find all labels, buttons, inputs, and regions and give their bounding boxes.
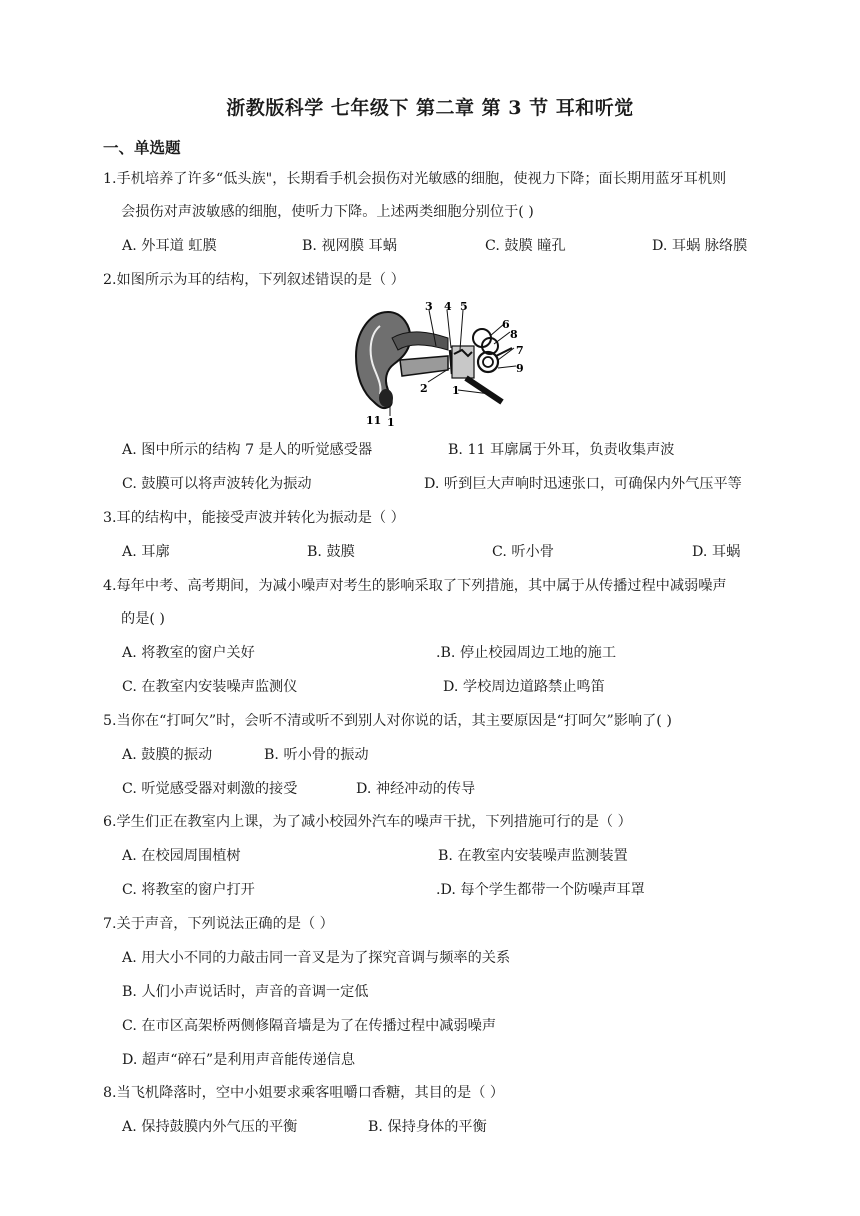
option-d: .D. 每个学生都带一个防噪声耳罩	[436, 882, 645, 898]
option-a: A. 图中所示的结构 7 是人的听觉感受器	[122, 442, 373, 458]
option-a: A. 鼓膜的振动	[122, 747, 213, 763]
leader-line	[460, 310, 463, 350]
leader-line	[498, 366, 516, 368]
option-a: A. 保持鼓膜内外气压的平衡	[122, 1119, 298, 1135]
option-d: D. 学校周边道路禁止鸣笛	[443, 679, 605, 695]
question-2-stem	[103, 264, 763, 297]
option-b: .B. 停止校园周边工地的施工	[436, 645, 617, 661]
temporal-bone-shape	[392, 332, 448, 350]
figure-label: 4	[444, 300, 452, 313]
option-d: D. 听到巨大声响时迅速张口，可确保内外气压平等	[424, 476, 742, 492]
option-d: D. 耳蜗 脉络膜	[652, 238, 748, 254]
section-heading: 一、单选题	[103, 138, 181, 157]
option-c: C. 听觉感受器对刺激的接受	[122, 781, 298, 797]
option-c: C. 鼓膜 瞳孔	[485, 238, 566, 254]
option-c: C. 在市区高架桥两侧修隔音墙是为了在传播过程中减弱噪声	[122, 1018, 497, 1034]
option-a: A. 将教室的窗户关好	[122, 645, 255, 661]
option-b: B. 鼓膜	[307, 544, 355, 560]
option-a: A. 耳廓	[122, 544, 170, 560]
option-b: B. 保持身体的平衡	[368, 1119, 487, 1135]
option-b: B. 在教室内安装噪声监测装置	[438, 848, 628, 864]
question-line: 3.耳的结构中，能接受声波并转化为振动是（ ）	[103, 510, 405, 526]
figure-label: 6	[502, 318, 510, 331]
ear-structure-figure	[350, 298, 530, 428]
question-8-stem	[103, 1077, 763, 1110]
option-c: C. 鼓膜可以将声波转化为振动	[122, 476, 312, 492]
option-c: C. 在教室内安装噪声监测仪	[122, 679, 298, 695]
question-line: 4.每年中考、高考期间，为减小噪声对考生的影响采取了下列措施，其中属于从传播过程中减弱噪声	[103, 578, 727, 594]
question-4-stem	[103, 570, 763, 636]
option-d: D. 耳蜗	[692, 544, 741, 560]
question-1-stem	[103, 163, 763, 229]
question-line: 7.关于声音，下列说法正确的是（ ）	[103, 916, 334, 932]
earlobe-shape	[379, 389, 393, 407]
figure-label: 2	[420, 382, 428, 395]
question-line: 1.手机培养了许多“低头族"，长期看手机会损伤对光敏感的细胞，使视力下降；面长期用蓝牙耳机则	[103, 171, 727, 187]
option-d: D. 超声“碎石”是利用声音能传递信息	[122, 1052, 356, 1068]
option-a: A. 外耳道 虹膜	[122, 238, 217, 254]
option-b: B. 听小骨的振动	[264, 747, 369, 763]
option-d: D. 神经冲动的传导	[356, 781, 476, 797]
figure-label: 3	[425, 300, 433, 313]
question-line: 2.如图所示为耳的结构，下列叙述错误的是（ ）	[103, 272, 405, 288]
eustachian-tube-shape	[466, 378, 502, 402]
question-6-stem	[103, 806, 763, 839]
question-3-stem	[103, 502, 763, 535]
option-a: A. 在校园周围植树	[122, 848, 241, 864]
option-b: B. 人们小声说话时，声音的音调一定低	[122, 984, 369, 1000]
question-line: 5.当你在“打呵欠”时，会听不清或听不到别人对你说的话，其主要原因是“打呵欠”影响了( )	[103, 713, 672, 729]
figure-label: 8	[510, 328, 518, 341]
option-b: B. 11 耳廓属于外耳，负责收集声波	[448, 442, 675, 458]
option-c: C. 将教室的窗户打开	[122, 882, 255, 898]
option-a: A. 用大小不同的力敲击同一音叉是为了探究音调与频率的关系	[122, 950, 511, 966]
figure-label: 1	[387, 416, 395, 428]
ear-canal-shape	[400, 356, 448, 376]
figure-label: 7	[516, 344, 524, 357]
question-line: 会损伤对声波敏感的细胞，使听力下降。上述两类细胞分别位于( )	[121, 204, 534, 220]
question-line: 8.当飞机降落时，空中小姐要求乘客咀嚼口香糖，其目的是（ ）	[103, 1085, 505, 1101]
cochlea-shape	[478, 352, 498, 372]
cochlea-inner-shape	[483, 357, 493, 367]
question-5-stem	[103, 705, 763, 738]
option-c: C. 听小骨	[492, 544, 554, 560]
leader-line	[494, 332, 510, 344]
page-title: 浙教版科学 七年级下 第二章 第 3 节 耳和听觉	[226, 97, 634, 119]
figure-label: 9	[516, 362, 524, 375]
figure-label: 11	[366, 414, 382, 427]
question-line: 的是( )	[121, 611, 165, 627]
figure-label: 5	[460, 300, 468, 313]
option-b: B. 视网膜 耳蜗	[302, 238, 397, 254]
question-7-stem	[103, 908, 763, 941]
figure-label: 1	[452, 384, 460, 397]
question-line: 6.学生们正在教室内上课，为了减小校园外汽车的噪声干扰，下列措施可行的是（ ）	[103, 814, 632, 830]
